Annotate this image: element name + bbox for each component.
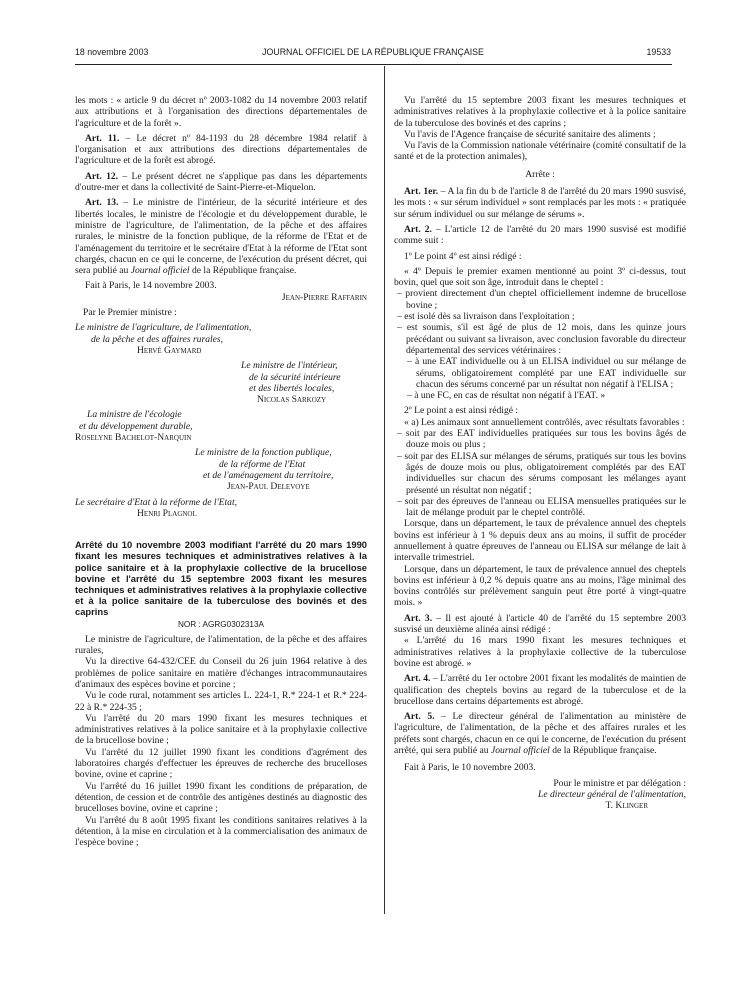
quote-a: « a) Les animaux sont annuellement contrôlés, avec résultats favorables : — [404, 416, 685, 428]
visa: Vu l'arrêté du 8 août 1995 fixant les conditions sanitaires relatives à la détention, à la mise en circulation et à la commercialisation des animaux de l'espèce bovine ; — [75, 814, 367, 849]
header-journal-title: JOURNAL OFFICIEL DE LA RÉPUBLIQUE FRANÇAISE — [262, 47, 484, 57]
signature-pm: Jean-Pierre Raffarin — [281, 291, 367, 303]
arrete-title: Arrêté du 10 novembre 2003 modifiant l'arrêté du 20 mars 1990 fixant les mesures techniques et administratives relatives à la police sanitaire et à la prophylaxie collective de la brucellose bovine et l'arrêté du 15 septembre 2003 fixant les mesures techniques et administratives relatives à la prophylaxie collective et à la police sanitaire de la tuberculose des bovinés et des caprins — [75, 539, 367, 618]
delegation: Pour le ministre et par délégation : — [553, 777, 686, 789]
signature-title: Le directeur général de l'alimentation, — [538, 788, 686, 800]
signature-title: et des libertés locales, — [249, 382, 335, 394]
article-2 — [394, 224, 686, 247]
signature-title: de la réforme de l'Etat — [219, 458, 306, 470]
visa: Vu l'arrêté du 15 septembre 2003 fixant les mesures techniques et administratives relatives à la prophylaxie collective et à la police sanitaire de la tuberculose des bovinés et des caprins ; — [394, 95, 686, 129]
article-11 — [75, 133, 367, 167]
signature-fonction-publique — [75, 447, 367, 492]
column-divider — [384, 66, 385, 914]
signature-title: Le secrétaire d'Etat à la réforme de l'Etat, — [75, 496, 238, 508]
signature-name: Jean-Paul Delevoye — [227, 481, 310, 493]
signature-name: Nicolas Sarkozy — [257, 394, 327, 406]
article-text: – L'article 12 de l'arrêté du 20 mars 1990 susvisé est modifié comme suit : — [394, 223, 687, 247]
arrete-label: Arrête : — [525, 168, 555, 180]
article-label: Art. 5. — [404, 711, 435, 723]
fait-a-paris: Fait à Paris, le 14 novembre 2003. — [85, 280, 217, 292]
header-page-number: 19533 — [646, 47, 671, 57]
visa: Vu l'avis de l'Agence française de sécurité sanitaire des aliments ; — [404, 128, 656, 140]
left-column — [75, 95, 367, 848]
visa: Vu l'avis de la Commission nationale vétérinaire (comité consultatif de la santé et de la protection animales), — [394, 140, 686, 163]
article-text: – A la fin du b de l'article 8 de l'arrêté du 20 mars 1990 susvisé, les mots : « sur sérum individuel » sont remplacés par les mots : « pratiquée sur sérum individuel ou sur mélange de sérums ». — [394, 186, 686, 220]
article-label: Art. 12. — [85, 170, 119, 182]
article-label: Art. 11. — [85, 132, 120, 144]
article-13 — [75, 197, 367, 276]
nor-reference: NOR : AGRG0302313A — [177, 619, 264, 629]
signature-agriculture — [75, 322, 367, 356]
visa: Le ministre de l'agriculture, de l'alimentation, de la pêche et des affaires rurales, — [75, 633, 367, 657]
list-item: – à une EAT individuelle ou à un ELISA individuel ou sur mélange de sérums, obligatoirement complété par une EAT individuelle sur chacun des sérums concerné par un résultat non négatif à l'ELISA ; — [407, 356, 686, 390]
article-label: Art. 1er. — [404, 186, 439, 198]
article-label: Art. 13. — [85, 197, 119, 209]
fait-a-paris: Fait à Paris, le 10 novembre 2003. — [404, 762, 536, 774]
article-text: – Le décret nº 84-1193 du 28 décembre 1984 relatif à l'organisation et aux attributions des directions départementales de l'agriculture et de la forêt est abrogé. — [75, 132, 367, 167]
signature-title: Le ministre de la fonction publique, — [195, 447, 332, 459]
article-3 — [394, 613, 686, 636]
visa: Vu le code rural, notamment ses articles L. 224-1, R.* 224-1 et R.* 224-22 à R.* 224-35 ; — [75, 690, 367, 713]
list-item: – soit par des épreuves de l'anneau ou ELISA mensuelles pratiquées sur le lait de mélange produit par le cheptel contrôlé. — [397, 495, 686, 519]
article-text: – Le présent décret ne s'applique pas dans les départements d'outre-mer et dans la collectivité de Saint-Pierre-et-Miquelon. — [75, 170, 368, 194]
signature-name: Roselyne Bachelot-Narquin — [75, 432, 192, 444]
paragraph: les mots : « article 9 du décret nº 2003-1082 du 14 novembre 2003 relatif aux attributions et à l'organisation des directions départementales de l'agriculture et de la forêt ». — [75, 95, 367, 129]
signature-title: de la pêche et des affaires rurales, — [91, 333, 224, 345]
signature-name: Henri Plagnol — [137, 507, 197, 519]
visa: Vu l'arrêté du 12 juillet 1990 fixant les conditions d'agrément des laboratoires chargés d'effectuer les épreuves de recherche des brucelloses bovine, ovine et caprine ; — [75, 746, 367, 781]
header-rule — [75, 64, 672, 65]
article-label: Art. 3. — [404, 612, 433, 624]
header-date: 18 novembre 2003 — [75, 47, 149, 57]
signature-title: Le ministre de l'intérieur, — [241, 360, 338, 372]
signature-name: Hervé Gaymard — [137, 344, 202, 356]
page-header — [75, 47, 671, 61]
article-4 — [394, 673, 686, 707]
article-text-end: de la République française. — [549, 745, 657, 757]
list-item: – à une FC, en cas de résultat non négatif à l'EAT. » — [407, 390, 606, 402]
list-item: – soit par des ELISA sur mélanges de sérums, pratiqués sur tous les bovins âgés de douze mois ou plus, obligatoirement complétés par des EAT individuelles sur chacun des sérums composant les mélanges ayant présenté un résultat non négatif ; — [397, 450, 686, 496]
signature-title: et du développement durable, — [79, 420, 193, 432]
visa: Vu l'arrêté du 16 juillet 1990 fixant les conditions de préparation, de détention, de cession et de contrôle des antigènes destinés au diagnostic des brucelloses bovine, ovine et caprine ; — [75, 780, 367, 815]
visa: Vu la directive 64-432/CEE du Conseil du 26 juin 1964 relative à des problèmes de police sanitaire en matière d'échanges intracommunautaires d'animaux des espèces bovine et porcine ; — [75, 656, 367, 690]
article-12 — [75, 171, 367, 194]
list-item: – est soumis, s'il est âgé de plus de 12 mois, dans les quinze jours précédant ou suivant sa livraison, avec conclusion favorable du directeur départemental des services vétérinaires : — [397, 322, 686, 356]
list-item: – est isolé dès sa livraison dans l'exploitation ; — [397, 311, 575, 323]
article-text: – Il est ajouté à l'article 40 de l'arrêté du 15 septembre 2003 susvisé un deuxième alinéa ainsi rédigé : — [394, 612, 686, 636]
paragraph: Lorsque, dans un département, le taux de prévalence annuel des cheptels bovins est inférieur à 0,2 % depuis quatre ans au moins, l'âge minimal des bovins contrôlés sur prélèvement sanguin peut être porté à vingt-quatre mois. » — [394, 563, 686, 609]
quote-4: « 4º Depuis le premier examen mentionné au point 3º ci-dessus, tout bovin, quel que soit son âge, introduit dans le cheptel : — [394, 265, 686, 289]
par-le-premier-ministre: Par le Premier ministre : — [83, 307, 177, 319]
right-column — [394, 95, 686, 812]
article-5 — [394, 711, 686, 756]
article-text: – L'arrêté du 1er octobre 2001 fixant les modalités de maintien de qualification des cheptels bovins au regard de la tuberculose et de la brucellose dans certains départements est abrogé. — [394, 673, 686, 707]
list-item: – soit par des EAT individuelles pratiquées sur tous les bovins âgés de douze mois ou plus ; — [397, 428, 686, 451]
journal-officiel: Journal officiel — [130, 265, 190, 277]
visa: Vu l'arrêté du 20 mars 1990 fixant les mesures techniques et administratives relatives à la police sanitaire et à la prophylaxie collective de la brucellose bovine ; — [75, 712, 367, 747]
signature-title: Le ministre de l'agriculture, de l'alimentation, — [75, 322, 252, 334]
signature-secretaire — [75, 497, 367, 520]
paragraph: Lorsque, dans un département, le taux de prévalence annuel des cheptels bovins est inférieur à 1 % depuis deux ans au moins, il suffit de procéder annuellement à quatre épreuves de l'anneau ou ELISA sur mélange de lait à intervalle trimestriel. — [394, 518, 686, 564]
article-text-end: de la République française. — [189, 265, 297, 277]
quote: « L'arrêté du 16 mars 1990 fixant les mesures techniques et administratives relatives à la prophylaxie collective de la tuberculose bovine est abrogé. » — [394, 635, 686, 669]
point-2: 2º Le point a est ainsi rédigé : — [404, 405, 519, 417]
article-1 — [394, 186, 686, 220]
article-label: Art. 2. — [404, 223, 432, 235]
list-item: – provient directement d'un cheptel officiellement indemne de brucellose bovine ; — [397, 288, 686, 311]
signature-ecologie — [75, 409, 367, 443]
signature-name: T. Klinger — [605, 800, 648, 812]
signature-title: et de l'aménagement du territoire, — [203, 469, 334, 481]
signature-interieur — [75, 360, 367, 405]
article-text: – Le ministre de l'intérieur, de la sécurité intérieure et des libertés locales, le ministre de l'écologie et du développement durable, le ministre de l'agriculture, de l'alimentation, de la pêche et des affaires rurales, le ministre de la fonction publique, de la réforme de l'Etat et de l'aménagement du territoire et le secrétaire d'Etat à la réforme de l'Etat sont chargés, chacun en ce qui le concerne, de l'exécution du présent décret, qui sera publié au — [75, 197, 367, 277]
article-text: – Le directeur général de l'alimentation au ministère de l'agriculture, de l'alimentation, de la pêche et des affaires rurales et les préfets sont chargés, chacun en ce qui le concerne, de l'exécution du présent arrêté, qui sera publié au — [394, 711, 686, 757]
journal-officiel: Journal officiel — [490, 745, 550, 757]
signature-title: La ministre de l'écologie — [87, 409, 182, 421]
point-1: 1º Le point 4º est ainsi rédigé : — [404, 250, 522, 262]
signature-title: de la sécurité intérieure — [249, 371, 341, 383]
article-label: Art. 4. — [404, 673, 431, 685]
